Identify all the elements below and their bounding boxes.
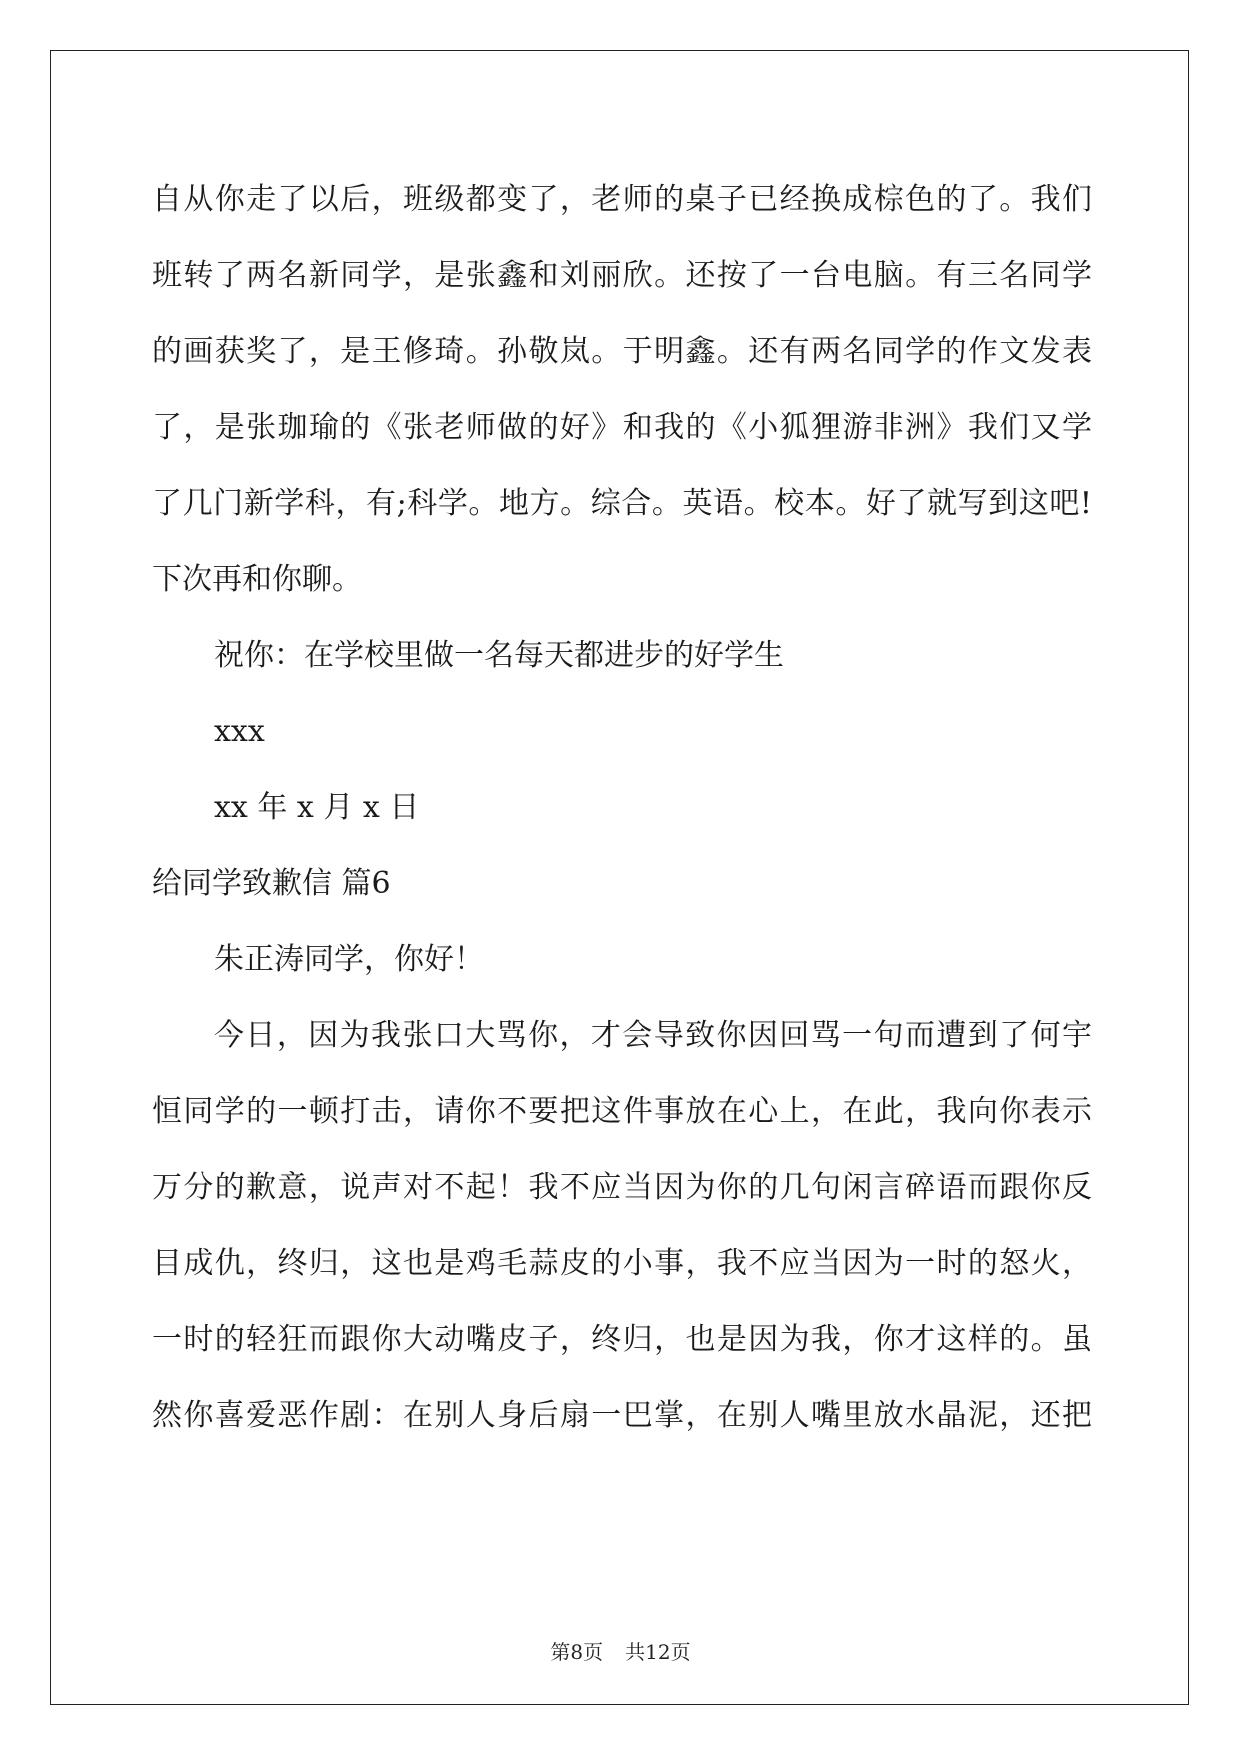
text-line: 了几门新学科，有;科学。地方。综合。英语。校本。好了就写到这吧! bbox=[152, 486, 1092, 521]
section-heading: 给同学致歉信 篇6 bbox=[152, 866, 391, 901]
page-total: 共12页 bbox=[625, 1640, 691, 1664]
text-line: 万分的歉意，说声对不起！我不应当因为你的几句闲言碎语而跟你反 bbox=[152, 1170, 1092, 1205]
date-line: xx 年 x 月 x 日 bbox=[214, 790, 420, 825]
text-line: 今日，因为我张口大骂你，才会导致你因回骂一句而遭到了何宇 bbox=[214, 1018, 1092, 1053]
text-line: 恒同学的一顿打击，请你不要把这件事放在心上，在此，我向你表示 bbox=[152, 1094, 1092, 1129]
text-line: 一时的轻狂而跟你大动嘴皮子，终归，也是因为我，你才这样的。虽 bbox=[152, 1322, 1092, 1357]
text-line: 然你喜爱恶作剧：在别人身后扇一巴掌，在别人嘴里放水晶泥，还把 bbox=[152, 1398, 1092, 1433]
text-line: 下次再和你聊。 bbox=[152, 562, 362, 597]
text-line: 目成仇，终归，这也是鸡毛蒜皮的小事，我不应当因为一时的怒火， bbox=[152, 1246, 1092, 1281]
text-line: 的画获奖了，是王修琦。孙敬岚。于明鑫。还有两名同学的作文发表 bbox=[152, 334, 1092, 369]
text-line: 自从你走了以后，班级都变了，老师的桌子已经换成棕色的了。我们 bbox=[152, 182, 1092, 217]
text-line: 了，是张珈瑜的《张老师做的好》和我的《小狐狸游非洲》我们又学 bbox=[152, 410, 1092, 445]
document-body bbox=[152, 162, 1092, 1454]
salutation: 朱正涛同学，你好！ bbox=[214, 942, 484, 977]
page-number: 第8页 bbox=[550, 1640, 604, 1664]
page-footer bbox=[0, 1636, 1241, 1665]
closing-wish: 祝你：在学校里做一名每天都进步的好学生 bbox=[214, 638, 784, 673]
text-line: 班转了两名新同学，是张鑫和刘丽欣。还按了一台电脑。有三名同学 bbox=[152, 258, 1092, 293]
signature: xxx bbox=[214, 714, 265, 749]
